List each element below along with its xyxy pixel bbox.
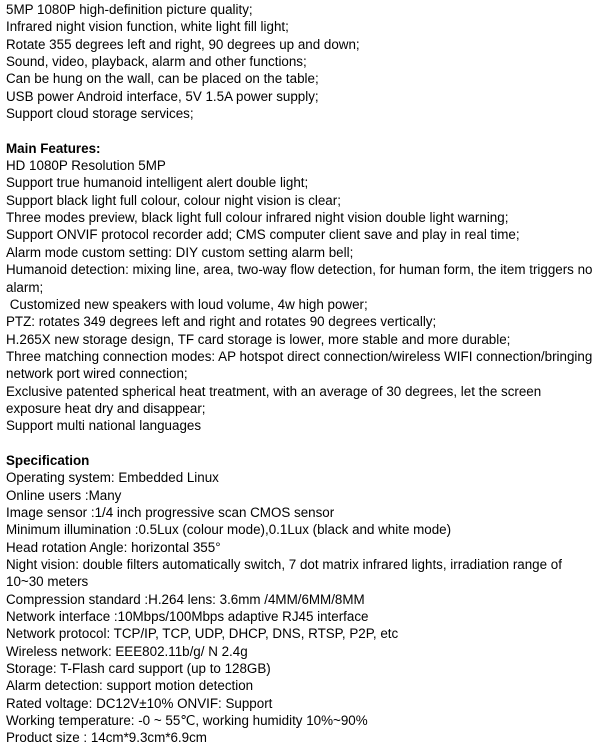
specification-section bbox=[6, 452, 596, 747]
spec-line: Night vision: double filters automatically switch, 7 dot matrix infrared lights, irradiation range of 10~30 meters bbox=[6, 557, 562, 590]
intro-section bbox=[6, 1, 596, 122]
spec-line: Operating system: Embedded Linux bbox=[6, 470, 219, 486]
feature-line: Support true humanoid intelligent alert double light; bbox=[6, 175, 309, 191]
spec-line: Alarm detection: support motion detection bbox=[6, 678, 254, 694]
feature-line: H.265X new storage design, TF card storage is lower, more stable and more durable; bbox=[6, 331, 511, 347]
spec-line: Head rotation Angle: horizontal 355° bbox=[6, 539, 221, 555]
section-spacer bbox=[6, 122, 596, 139]
specification-heading: Specification bbox=[6, 452, 90, 468]
feature-line: Support black light full colour, colour night vision is clear; bbox=[6, 192, 341, 208]
feature-line: Humanoid detection: mixing line, area, two-way flow detection, for human form, the item triggers no alarm; bbox=[6, 262, 593, 295]
feature-line: Customized new speakers with loud volume, 4w high power; bbox=[6, 296, 368, 312]
feature-line: PTZ: rotates 349 degrees left and right and rotates 90 degrees vertically; bbox=[6, 314, 437, 330]
feature-line: Alarm mode custom setting: DIY custom setting alarm bell; bbox=[6, 244, 354, 260]
spec-line: Minimum illumination :0.5Lux (colour mode),0.1Lux (black and white mode) bbox=[6, 522, 452, 538]
feature-line: Three modes preview, black light full colour infrared night vision double light warning; bbox=[6, 210, 509, 226]
spec-line: Online users :Many bbox=[6, 487, 122, 503]
intro-line: Can be hung on the wall, can be placed on the table; bbox=[6, 71, 319, 87]
spec-line: Rated voltage: DC12V±10% ONVIF: Support bbox=[6, 695, 273, 711]
intro-line: Rotate 355 degrees left and right, 90 degrees up and down; bbox=[6, 36, 360, 52]
spec-line: Compression standard :H.264 lens: 3.6mm /4MM/6MM/8MM bbox=[6, 591, 365, 607]
spec-line: Network protocol: TCP/IP, TCP, UDP, DHCP, DNS, RTSP, P2P, etc bbox=[6, 626, 399, 642]
main-features-section bbox=[6, 140, 596, 435]
product-description-document bbox=[6, 1, 596, 747]
intro-line: Sound, video, playback, alarm and other functions; bbox=[6, 54, 307, 70]
feature-line: Three matching connection modes: AP hotspot direct connection/wireless WIFI connection/bringing network port wired connection; bbox=[6, 348, 593, 382]
main-features-heading: Main Features: bbox=[6, 140, 101, 156]
intro-line: 5MP 1080P high-definition picture quality; bbox=[6, 2, 253, 17]
spec-line: Network interface :10Mbps/100Mbps adaptive RJ45 interface bbox=[6, 609, 369, 625]
intro-line: Support cloud storage services; bbox=[6, 106, 194, 122]
spec-line: Image sensor :1/4 inch progressive scan CMOS sensor bbox=[6, 504, 335, 520]
feature-line: HD 1080P Resolution 5MP bbox=[6, 158, 166, 174]
feature-line: Support ONVIF protocol recorder add; CMS computer client save and play in real time; bbox=[6, 227, 520, 243]
spec-line: Storage: T-Flash card support (up to 128GB) bbox=[6, 661, 271, 677]
feature-line: Exclusive patented spherical heat treatment, with an average of 30 degrees, let the screen exposure heat dry and disappear; bbox=[6, 383, 542, 416]
intro-line: USB power Android interface, 5V 1.5A power supply; bbox=[6, 88, 319, 104]
feature-line: Support multi national languages bbox=[6, 418, 202, 434]
spec-line: Product size : 14cm*9.3cm*6.9cm bbox=[6, 730, 207, 746]
spec-line: Working temperature: -0 ~ 55℃, working humidity 10%~90% bbox=[6, 713, 368, 729]
intro-line: Infrared night vision function, white light fill light; bbox=[6, 19, 289, 35]
spec-line: Wireless network: EEE802.11b/g/ N 2.4g bbox=[6, 643, 248, 659]
section-spacer bbox=[6, 435, 596, 452]
